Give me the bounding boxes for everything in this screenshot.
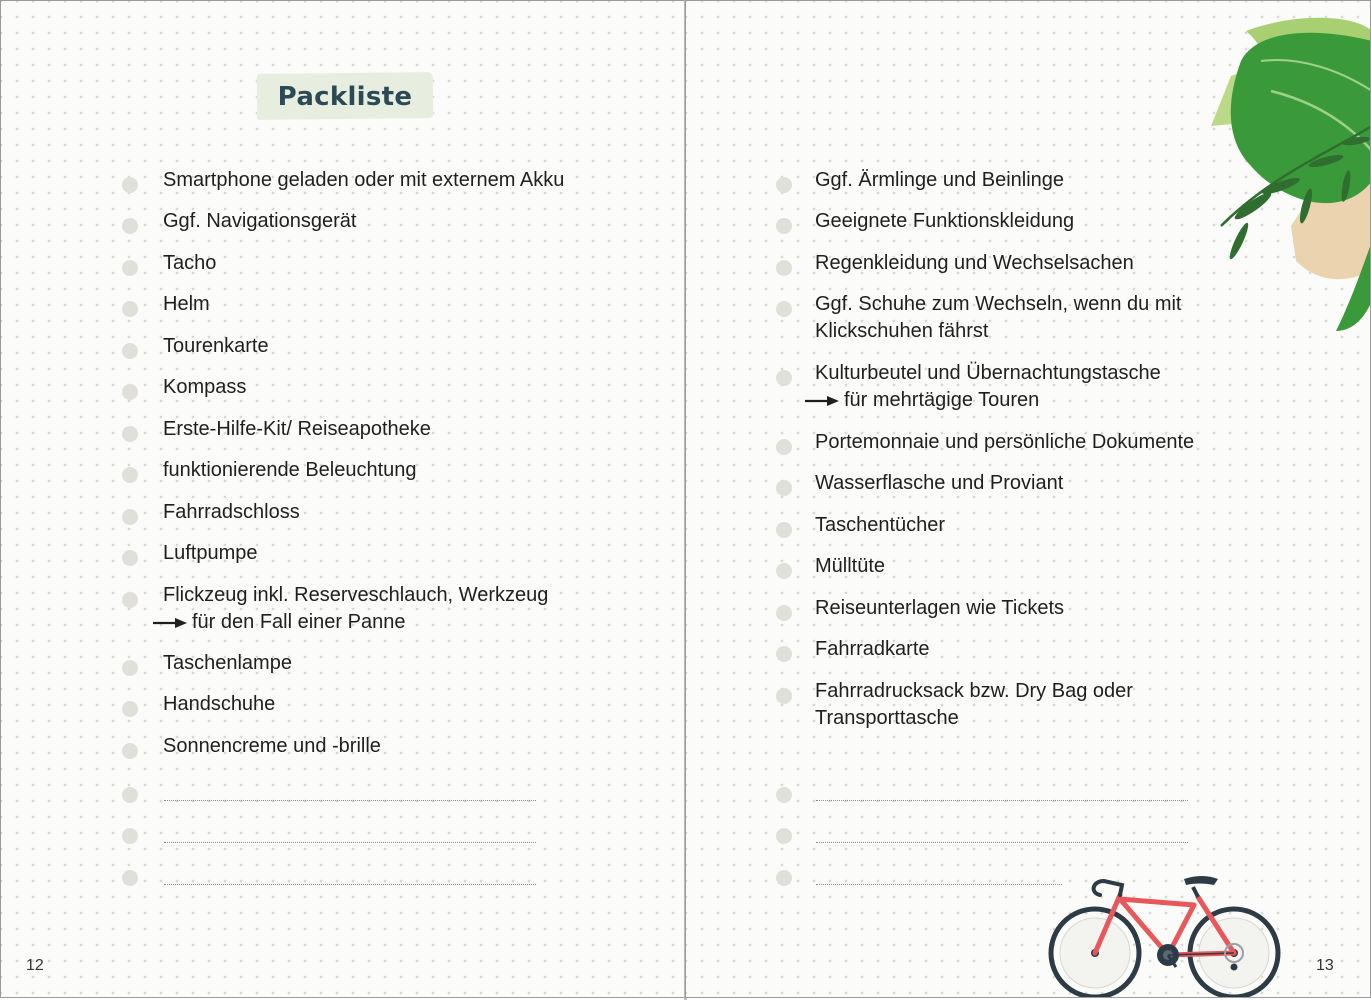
checkbox-circle-icon[interactable] [776, 787, 792, 803]
checkbox-circle-icon[interactable] [122, 787, 138, 803]
page-number: 13 [1316, 957, 1334, 974]
checkbox-circle-icon[interactable] [776, 563, 792, 579]
write-in-line[interactable] [164, 884, 536, 885]
list-item: funktionierende Beleuchtung [163, 459, 417, 481]
right-page [685, 0, 1371, 998]
checkbox-circle-icon[interactable] [122, 743, 138, 759]
list-item: Helm [163, 293, 210, 315]
arrow-right-icon [805, 396, 839, 406]
list-item: Erste-Hilfe-Kit/ Reiseapotheke [163, 418, 431, 440]
list-item: Wasserflasche und Proviant [815, 472, 1064, 494]
write-in-line[interactable] [816, 842, 1188, 843]
checkbox-circle-icon[interactable] [776, 260, 792, 276]
checkbox-circle-icon[interactable] [122, 384, 138, 400]
checkbox-circle-icon[interactable] [122, 592, 138, 608]
list-item: Fahrradschloss [163, 501, 300, 523]
checkbox-circle-icon[interactable] [776, 177, 792, 193]
list-item: Kompass [163, 376, 247, 398]
page-title: Packliste [277, 82, 413, 112]
checkbox-circle-icon[interactable] [776, 439, 792, 455]
checkbox-circle-icon[interactable] [776, 870, 792, 886]
list-item: Flickzeug inkl. Reserveschlauch, Werkzeug [163, 584, 549, 606]
checkbox-circle-icon[interactable] [776, 480, 792, 496]
checkbox-circle-icon[interactable] [776, 218, 792, 234]
list-item: Mülltüte [815, 555, 886, 577]
list-item: Fahrradkarte [815, 638, 930, 660]
checkbox-circle-icon[interactable] [122, 701, 138, 717]
checkbox-circle-icon[interactable] [122, 870, 138, 886]
checkbox-circle-icon[interactable] [122, 177, 138, 193]
checkbox-circle-icon[interactable] [776, 605, 792, 621]
left-page [0, 0, 686, 998]
list-item: Portemonnaie und persönliche Dokumente [815, 431, 1195, 453]
list-item: Ggf. Schuhe zum Wechseln, wenn du mit [815, 293, 1182, 315]
checkbox-circle-icon[interactable] [122, 426, 138, 442]
list-item: Taschenlampe [163, 652, 292, 674]
list-item-continuation: für mehrtägige Touren [844, 389, 1040, 411]
checkbox-circle-icon[interactable] [122, 260, 138, 276]
write-in-line[interactable] [816, 800, 1188, 801]
checkbox-circle-icon[interactable] [776, 522, 792, 538]
title-highlight [257, 72, 433, 120]
checkbox-circle-icon[interactable] [776, 688, 792, 704]
checkbox-circle-icon[interactable] [122, 550, 138, 566]
list-item: Taschentücher [815, 514, 946, 536]
checkbox-circle-icon[interactable] [776, 646, 792, 662]
list-item: Sonnencreme und -brille [163, 735, 381, 757]
checkbox-circle-icon[interactable] [776, 828, 792, 844]
list-item: Fahrradrucksack bzw. Dry Bag oder [815, 680, 1133, 702]
list-item: Tourenkarte [163, 335, 269, 357]
checkbox-circle-icon[interactable] [122, 218, 138, 234]
list-item-continuation: Klickschuhen fährst [815, 320, 989, 342]
write-in-line[interactable] [164, 800, 536, 801]
checkbox-circle-icon[interactable] [122, 828, 138, 844]
list-item: Luftpumpe [163, 542, 258, 564]
list-item-continuation: Transporttasche [815, 707, 959, 729]
list-item-continuation: für den Fall einer Panne [192, 611, 406, 633]
checkbox-circle-icon[interactable] [122, 301, 138, 317]
list-item: Geeignete Funktionskleidung [815, 210, 1075, 232]
page-number: 12 [26, 957, 44, 974]
leaves-illustration-icon [1141, 1, 1371, 341]
list-item: Ggf. Navigationsgerät [163, 210, 357, 232]
list-item: Tacho [163, 252, 217, 274]
list-item: Ggf. Ärmlinge und Beinlinge [815, 169, 1065, 191]
list-item: Reiseunterlagen wie Tickets [815, 597, 1065, 619]
arrow-right-icon [153, 618, 187, 628]
list-item: Regenkleidung und Wechselsachen [815, 252, 1134, 274]
checkbox-circle-icon[interactable] [122, 343, 138, 359]
checkbox-circle-icon[interactable] [122, 660, 138, 676]
write-in-line[interactable] [164, 842, 536, 843]
checkbox-circle-icon[interactable] [122, 509, 138, 525]
checkbox-circle-icon[interactable] [776, 370, 792, 386]
list-item: Smartphone geladen oder mit externem Akku [163, 169, 565, 191]
list-item: Kulturbeutel und Übernachtungstasche [815, 362, 1161, 384]
checkbox-circle-icon[interactable] [776, 301, 792, 317]
write-in-line[interactable] [816, 884, 1062, 885]
bicycle-illustration-icon [1046, 867, 1286, 998]
list-item: Handschuhe [163, 693, 276, 715]
checkbox-circle-icon[interactable] [122, 467, 138, 483]
